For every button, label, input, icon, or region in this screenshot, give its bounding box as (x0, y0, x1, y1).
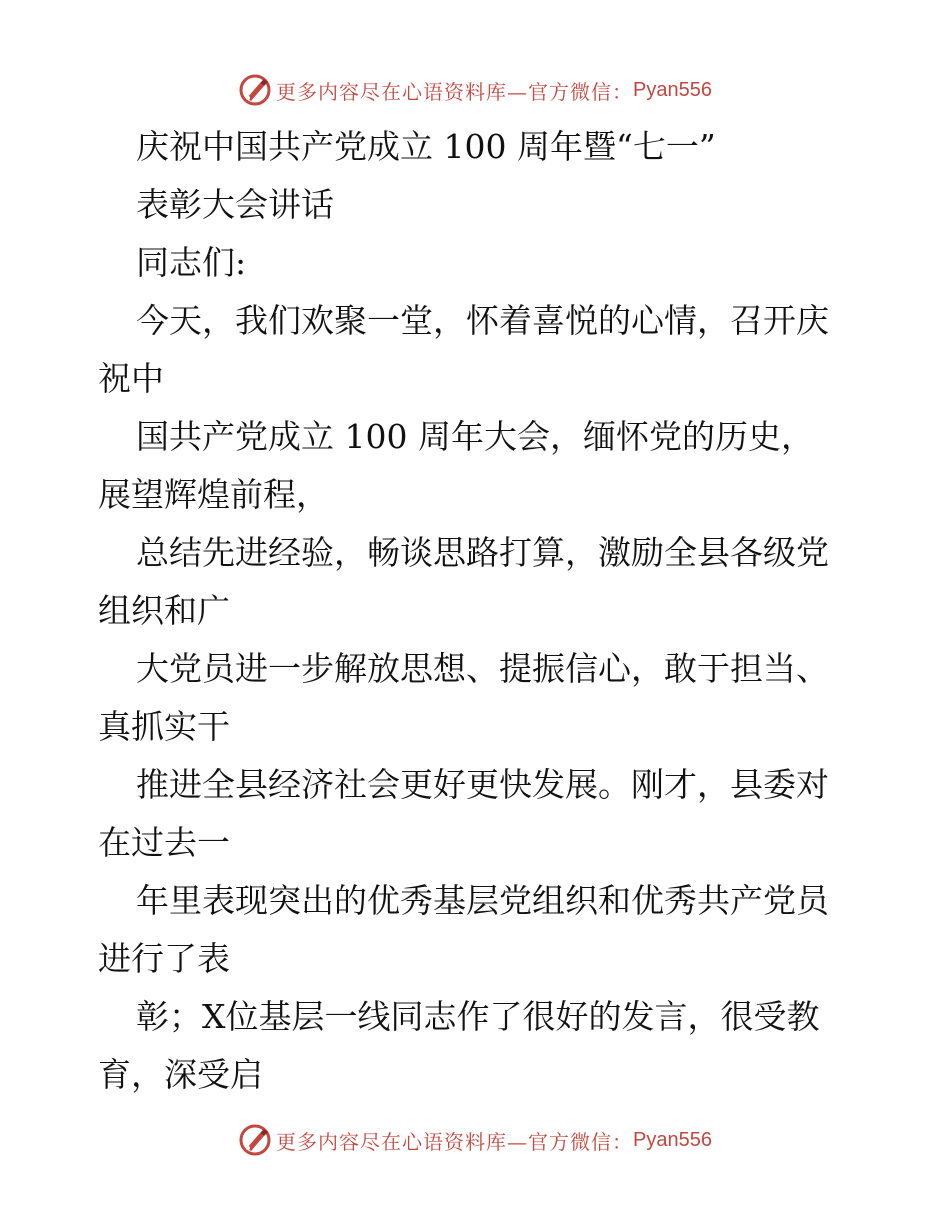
body-line: 展望辉煌前程， (98, 475, 329, 514)
watermark-handle: Pyan556 (633, 78, 712, 101)
body-line: 祝中 (98, 359, 164, 398)
watermark-text: 更多内容尽在心语资料库—官方微信： (276, 1129, 634, 1154)
pen-circle-logo-icon (238, 73, 272, 107)
pen-circle-logo-icon (238, 1123, 272, 1157)
body-line: 庆祝中国共产党成立 100 周年暨“七一” (136, 127, 716, 166)
watermark-handle: Pyan556 (633, 1128, 712, 1151)
body-line: 年里表现突出的优秀基层党组织和优秀共产党员 (136, 881, 829, 920)
body-line: 育，深受启 (98, 1055, 263, 1094)
body-line: 组织和广 (98, 591, 230, 630)
body-line: 今天，我们欢聚一堂，怀着喜悦的心情，召开庆 (136, 301, 829, 340)
body-line: 进行了表 (98, 939, 230, 978)
body-line: 大党员进一步解放思想、提振信心，敢于担当、 (136, 649, 829, 688)
watermark-banner-top (0, 70, 950, 110)
body-line: 表彰大会讲话 (136, 185, 334, 224)
body-line: 同志们: (136, 243, 247, 282)
body-line: 国共产党成立 100 周年大会，缅怀党的历史， (136, 417, 814, 456)
body-line: 彰；X位基层一线同志作了很好的发言，很受教 (136, 997, 820, 1036)
body-line: 真抓实干 (98, 707, 230, 746)
body-line: 在过去一 (98, 823, 230, 862)
document-body (98, 118, 858, 1104)
watermark-banner-bottom (0, 1120, 950, 1160)
watermark-text: 更多内容尽在心语资料库—官方微信： (276, 79, 634, 104)
body-line: 总结先进经验，畅谈思路打算，激励全县各级党 (136, 533, 829, 572)
body-line: 推进全县经济社会更好更快发展。刚才，县委对 (136, 765, 829, 804)
